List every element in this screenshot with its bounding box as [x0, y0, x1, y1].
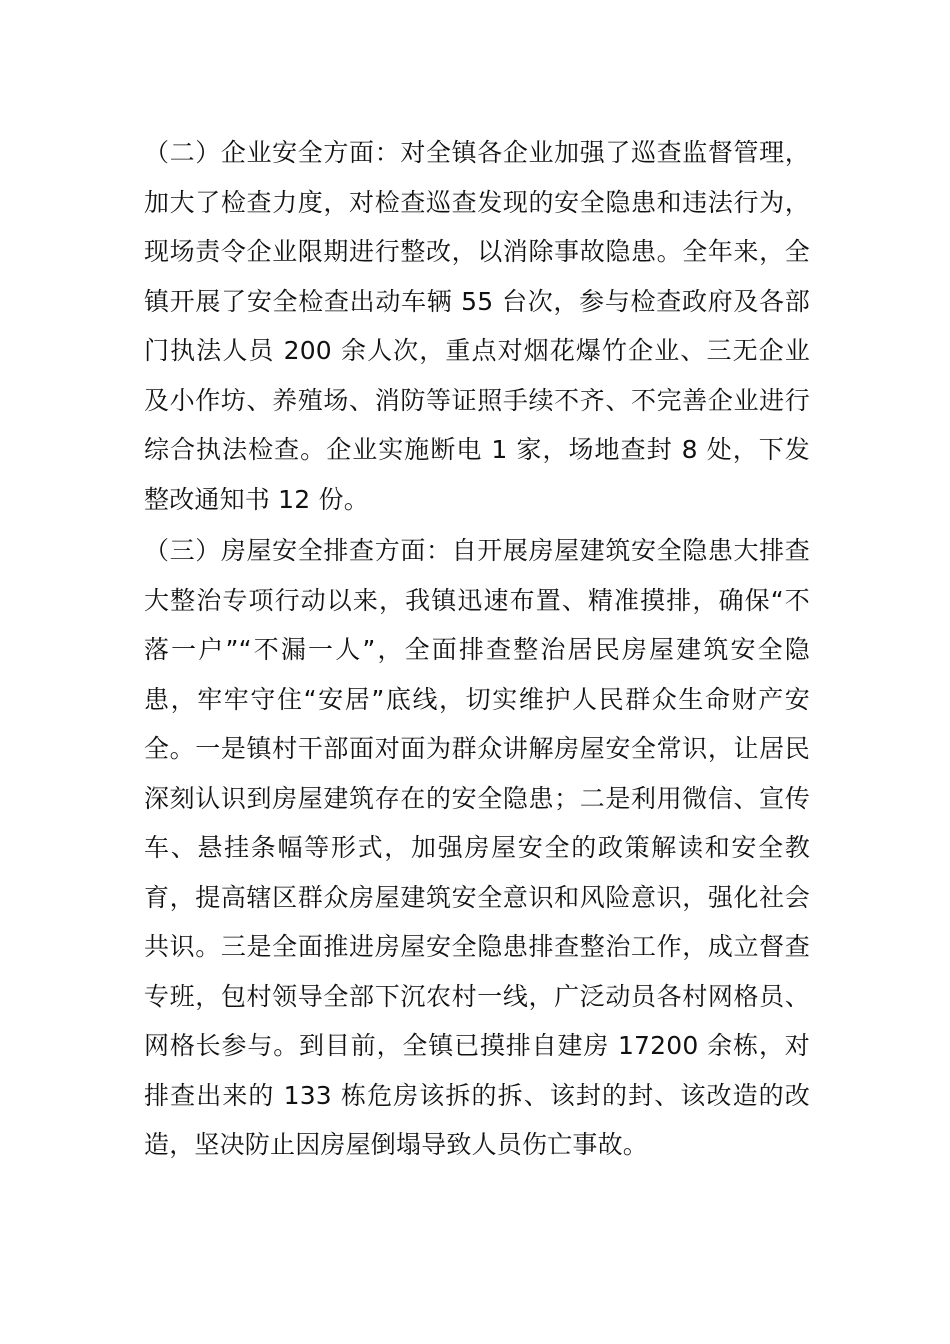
section-housing-safety: [144, 526, 810, 1170]
paragraph-enterprise-safety: （二）企业安全方面：对全镇各企业加强了巡查监督管理，加大了检查力度，对检查巡查发现的安全隐患和违法行为，现场责令企业限期进行整改，以消除事故隐患。全年来，全镇开展了安全检查出动车辆 55 台次，参与检查政府及各部门执法人员 200 余人次，重点对烟花爆竹企业、三无企业及小作坊、养殖场、消防等证照手续不齐、不完善企业进行综合执法检查。企业实施断电 1 家，场地查封 8 处，下发整改通知书 12 份。: [144, 138, 810, 514]
paragraph-housing-safety: （三）房屋安全排查方面：自开展房屋建筑安全隐患大排查大整治专项行动以来，我镇迅速布置、精准摸排，确保“不落一户”“不漏一人”，全面排查整治居民房屋建筑安全隐患，牢牢守住“安居”底线，切实维护人民群众生命财产安全。一是镇村干部面对面为群众讲解房屋安全常识，让居民深刻认识到房屋建筑存在的安全隐患；二是利用微信、宣传车、悬挂条幅等形式，加强房屋安全的政策解读和安全教育，提高辖区群众房屋建筑安全意识和风险意识，强化社会共识。三是全面推进房屋安全隐患排查整治工作，成立督查专班，包村领导全部下沉农村一线，广泛动员各村网格员、网格长参与。到目前，全镇已摸排自建房 17200 余栋，对排查出来的 133 栋危房该拆的拆、该封的封、该改造的改造，坚决防止因房屋倒塌导致人员伤亡事故。: [144, 536, 810, 1159]
section-enterprise-safety: [144, 128, 810, 524]
